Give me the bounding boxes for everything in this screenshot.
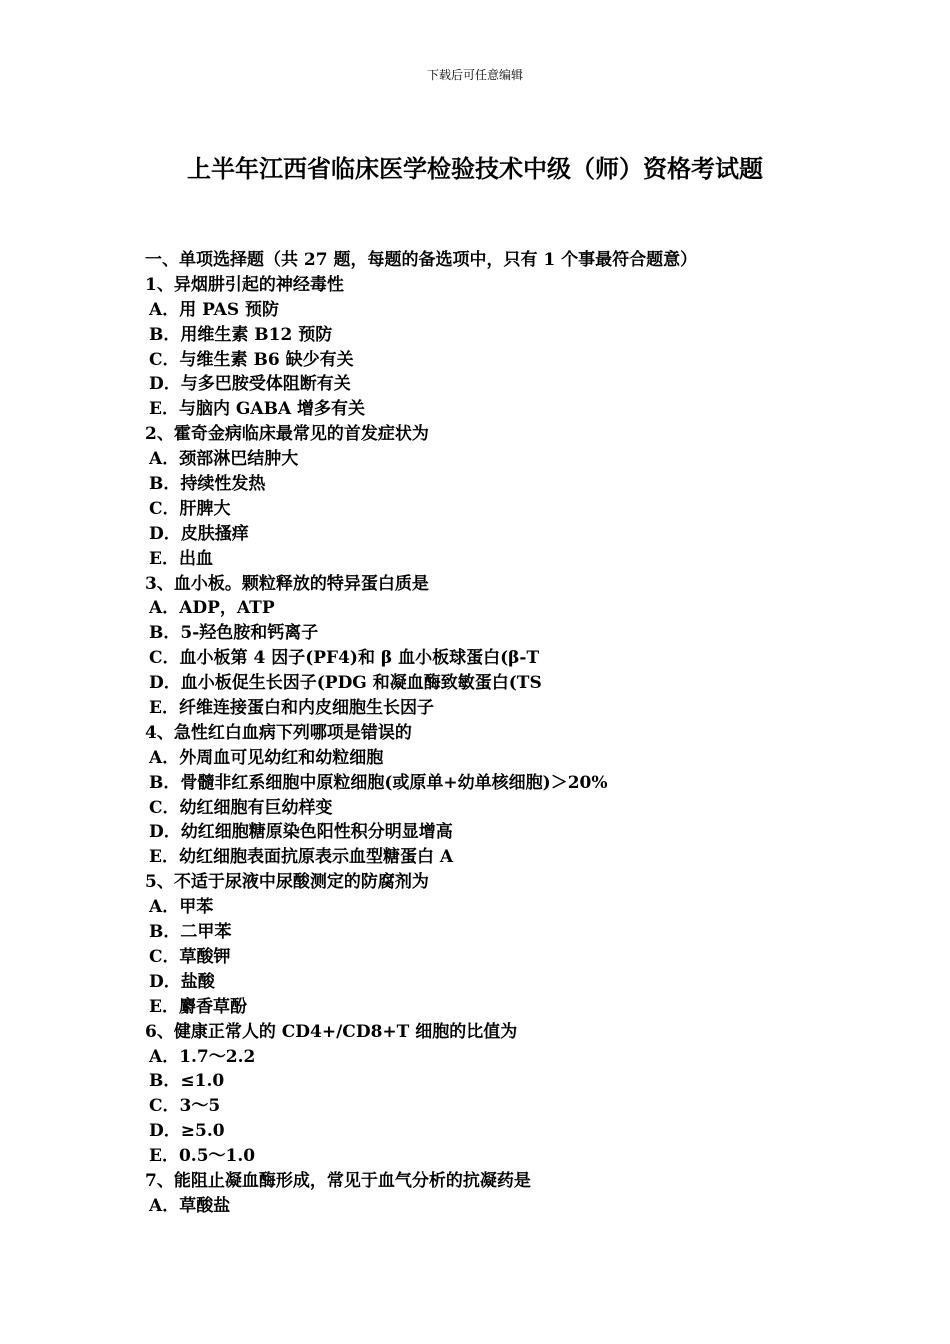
question-stem: 1、异烟肼引起的神经毒性 [145,274,344,295]
question-item [145,572,905,721]
answer-option: B．持续性发热 [149,474,266,495]
question-item [145,721,905,870]
answer-option: B．≤1.0 [149,1071,225,1092]
question-stem: 6、健康正常人的 CD4+/CD8+T 细胞的比值为 [145,1021,518,1042]
answer-option: E．幼红细胞表面抗原表示血型糖蛋白 A [149,847,454,868]
answer-option: B．二甲苯 [149,922,232,943]
answer-option: D．与多巴胺受体阻断有关 [149,374,351,395]
answer-option: E．麝香草酚 [149,996,247,1017]
answer-option: C．肝脾大 [149,498,231,519]
question-item [145,870,905,1019]
answer-option: C．3～5 [149,1096,221,1117]
question-item [145,273,905,422]
answer-option: A．ADP，ATP [149,598,275,619]
answer-option: E．出血 [149,548,213,569]
question-stem: 3、血小板。颗粒释放的特异蛋白质是 [145,573,429,594]
answer-option: C．幼红细胞有巨幼样变 [149,797,333,818]
answer-option: D．≥5.0 [149,1121,225,1142]
answer-option: C．血小板第 4 因子(PF4)和 β 血小板球蛋白(β-T [149,648,540,669]
document-title: 上半年江西省临床医学检验技术中级（师）资格考试题 [187,154,763,183]
question-stem: 5、不适于尿液中尿酸测定的防腐剂为 [145,872,429,893]
question-list [145,273,905,1219]
answer-option: D．幼红细胞糖原染色阳性积分明显增高 [149,822,453,843]
answer-option: B．骨髓非红系细胞中原粒细胞(或原单+幼单核细胞)＞20% [149,772,608,793]
question-stem: 4、急性红白血病下列哪项是错误的 [145,722,412,743]
question-item [145,1020,905,1169]
answer-option: E．0.5～1.0 [149,1146,256,1167]
answer-option: A．甲苯 [149,897,214,918]
question-item [145,422,905,571]
answer-option: A．草酸盐 [149,1195,231,1216]
question-stem: 7、能阻止凝血酶形成，常见于血气分析的抗凝药是 [145,1170,531,1191]
answer-option: B．用维生素 B12 预防 [149,324,333,345]
section-heading: 一、单项选择题（共 27 题，每题的备选项中，只有 1 个事最符合题意） [145,250,698,270]
header-note: 下载后可任意编辑 [426,68,523,82]
answer-option: E．与脑内 GABA 增多有关 [149,399,366,420]
answer-option: A．1.7～2.2 [149,1046,256,1067]
question-content [145,248,905,1219]
question-stem: 2、霍奇金病临床最常见的首发症状为 [145,424,429,445]
answer-option: A．颈部淋巴结肿大 [149,449,299,470]
answer-option: C．草酸钾 [149,946,231,967]
answer-option: C．与维生素 B6 缺少有关 [149,349,354,370]
answer-option: D．血小板促生长因子(PDG 和凝血酶致敏蛋白(TS [149,673,542,694]
answer-option: E．纤维连接蛋白和内皮细胞生长因子 [149,698,434,719]
answer-option: B．5-羟色胺和钙离子 [149,623,319,644]
answer-option: A．用 PAS 预防 [149,299,280,320]
answer-option: D．皮肤搔痒 [149,523,249,544]
answer-option: A．外周血可见幼红和幼粒细胞 [149,747,384,768]
answer-option: D．盐酸 [149,971,215,992]
question-item [145,1169,905,1219]
